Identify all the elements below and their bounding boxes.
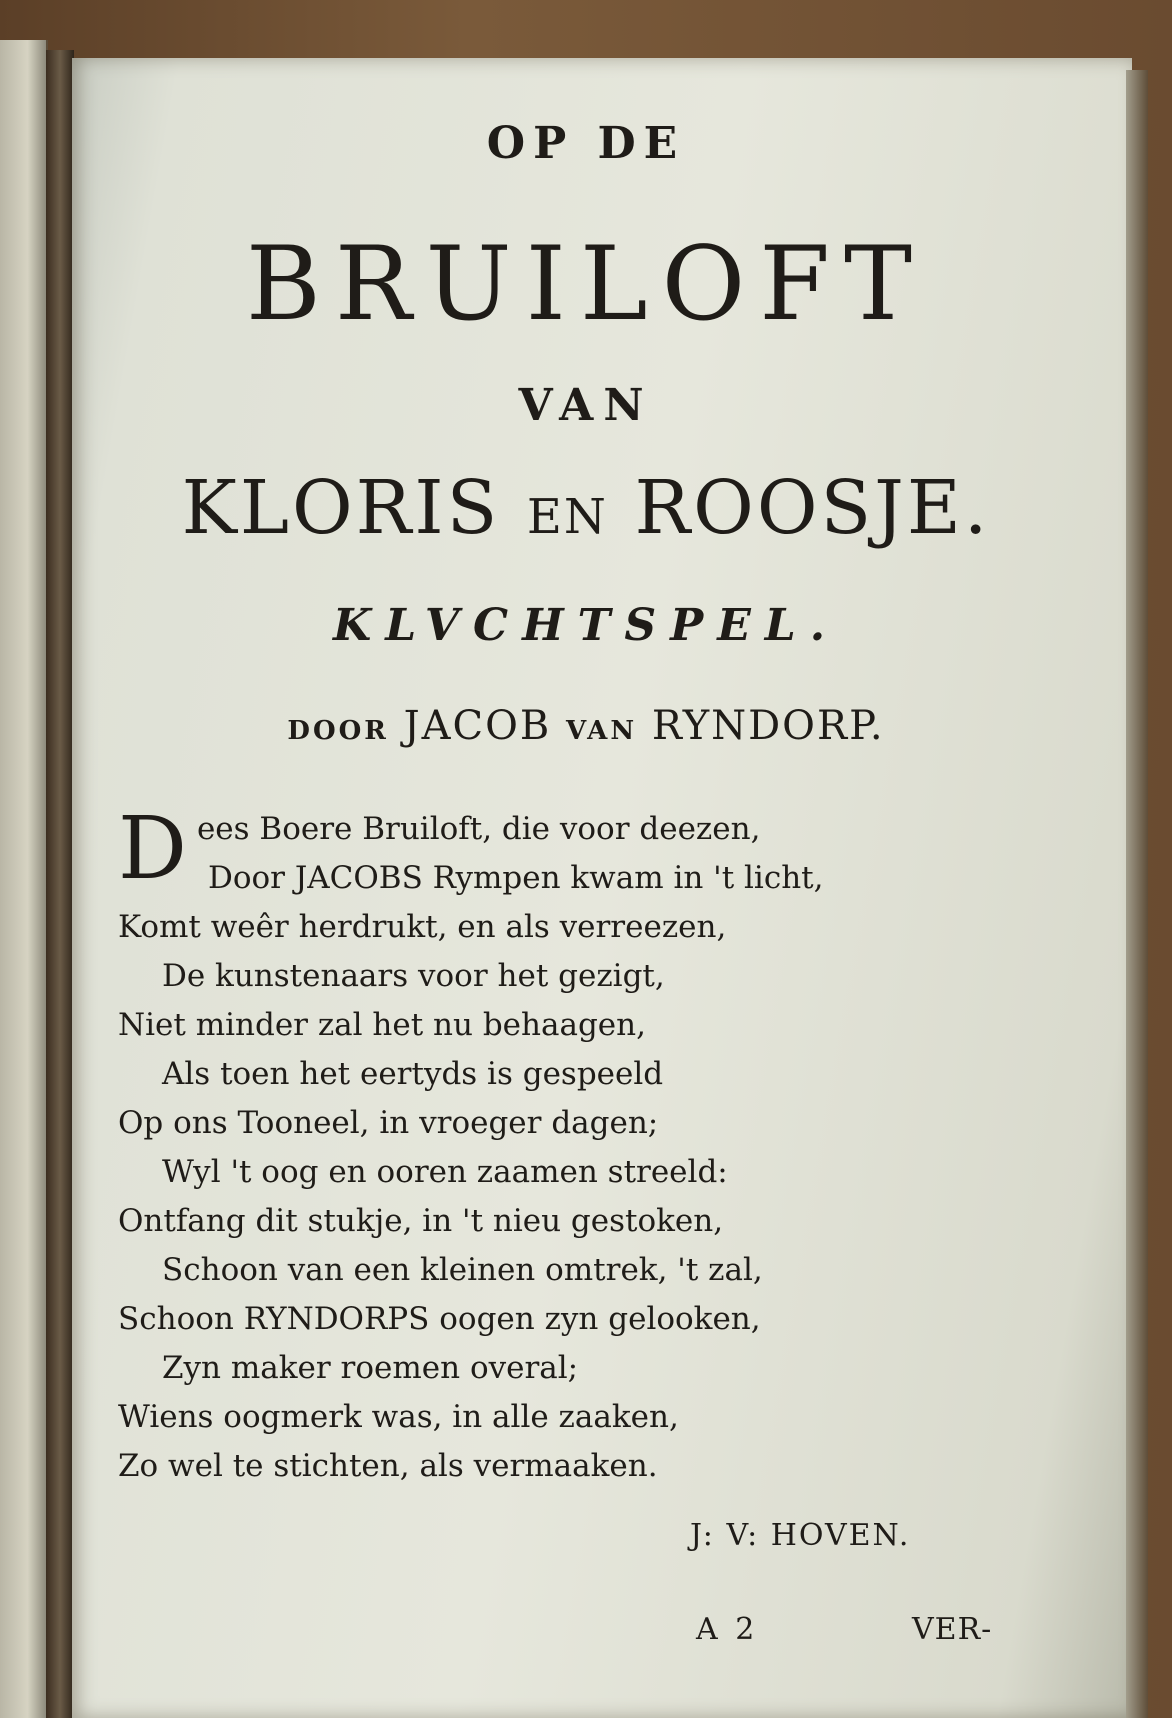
author-last-name: RYNDORP. xyxy=(651,703,885,749)
poem-line-2: Door JACOBS Rympen kwam in 't licht, xyxy=(208,860,824,896)
poem-line-7: Op ons Tooneel, in vroeger dagen; xyxy=(118,1105,659,1141)
author-prefix: DOOR xyxy=(287,716,389,746)
poem-line-12: Zyn maker roemen overal; xyxy=(162,1350,579,1386)
title-names xyxy=(0,465,1172,551)
poem-line-5: Niet minder zal het nu behaagen, xyxy=(118,1007,646,1043)
poem-line-text: ees Boere Bruiloft, die voor deezen, xyxy=(196,811,761,847)
poem-line-8: Wyl 't oog en ooren zaamen streeld: xyxy=(162,1154,728,1190)
poem-line-14: Zo wel te stichten, als vermaaken. xyxy=(118,1448,658,1484)
title-bruiloft: BRUILOFT xyxy=(245,225,927,344)
poem-line-9: Ontfang dit stukje, in 't nieu gestoken, xyxy=(118,1203,724,1239)
poem-line-6: Als toen het eertyds is gespeeld xyxy=(162,1056,664,1092)
author-particle: VAN xyxy=(566,716,638,746)
catchword: VER- xyxy=(912,1612,993,1647)
poem-line-10: Schoon van een kleinen omtrek, 't zal, xyxy=(162,1252,763,1288)
poem-line-3: Komt weêr herdrukt, en als verreezen, xyxy=(118,909,727,945)
name-kloris: KLORIS xyxy=(181,465,501,551)
poem-line-4: De kunstenaars voor het gezigt, xyxy=(162,958,665,994)
signature-mark: A 2 xyxy=(696,1612,759,1647)
drop-cap: D xyxy=(118,799,187,899)
author-line xyxy=(0,703,1172,749)
signature: J: V: HOVEN. xyxy=(690,1518,911,1553)
title-van: VAN xyxy=(518,380,654,431)
conjunction-en: EN xyxy=(526,489,608,545)
name-roosje: ROOSJE. xyxy=(634,465,991,551)
genre-label: KLVCHTSPEL. xyxy=(332,600,840,651)
poem-line-13: Wiens oogmerk was, in alle zaaken, xyxy=(118,1399,679,1435)
author-first-name: JACOB xyxy=(403,703,552,749)
title-op-de: OP DE xyxy=(486,118,686,169)
poem-line-11: Schoon RYNDORPS oogen zyn gelooken, xyxy=(118,1301,761,1337)
poem xyxy=(118,799,1018,1491)
